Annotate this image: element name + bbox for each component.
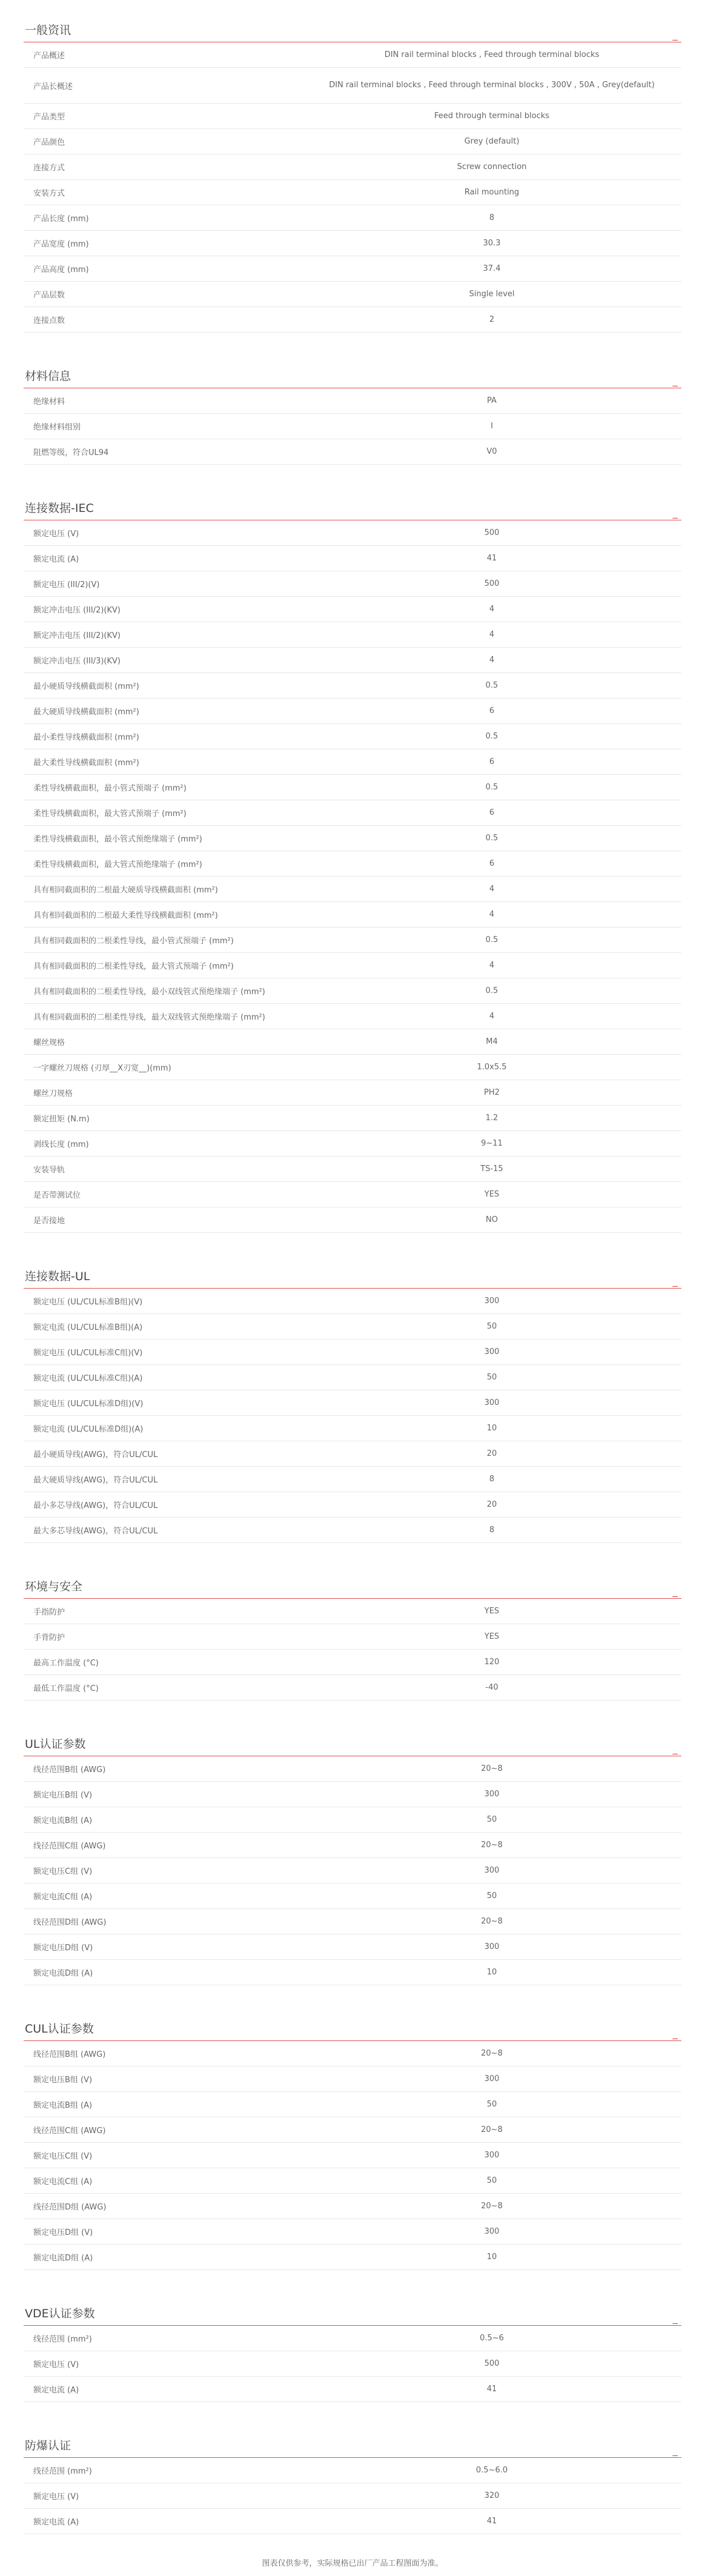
spec-value: PA xyxy=(487,396,497,405)
spec-row xyxy=(24,1416,681,1441)
spec-value: 1.0x5.5 xyxy=(477,1062,507,1072)
spec-label: 柔性导线横截面积，最小管式预端子 (mm²) xyxy=(33,784,187,793)
spec-row xyxy=(24,749,681,775)
spec-value: 0.5~6 xyxy=(480,2333,504,2343)
spec-row xyxy=(24,1157,681,1182)
spec-row xyxy=(24,2509,681,2534)
spec-value: 50 xyxy=(486,2099,497,2109)
spec-value: 300 xyxy=(484,1942,500,1951)
spec-value: 320 xyxy=(484,2491,500,2500)
section-header[interactable] xyxy=(24,1575,681,1599)
spec-row xyxy=(24,1467,681,1492)
spec-label: 柔性导线横截面积，最大管式预端子 (mm²) xyxy=(33,809,187,818)
spec-row xyxy=(24,877,681,902)
spec-value: 0.5 xyxy=(485,731,498,741)
spec-value: 4 xyxy=(489,604,495,614)
spec-label: 产品宽度 (mm) xyxy=(33,240,89,249)
spec-label: 额定电压D组 (V) xyxy=(33,2228,93,2237)
spec-label: 最大硬质导线(AWG)，符合UL/CUL xyxy=(33,1476,158,1485)
spec-row xyxy=(24,2092,681,2117)
spec-value: 4 xyxy=(489,655,495,665)
spec-label: 额定电压 (UL/CUL标准D组)(V) xyxy=(33,1399,144,1409)
spec-value: 300 xyxy=(484,2074,500,2083)
spec-label: 额定电流 (UL/CUL标准B组)(A) xyxy=(33,1323,143,1332)
spec-value: Rail mounting xyxy=(464,187,520,197)
spec-value: 6 xyxy=(489,808,495,817)
spec-label: 绝缘材料组别 xyxy=(33,423,81,432)
collapse-toggle-icon[interactable]: _ xyxy=(672,29,678,41)
spec-value: 300 xyxy=(484,1398,500,1407)
spec-label: 线径范围C组 (AWG) xyxy=(33,2126,106,2136)
spec-row xyxy=(24,231,681,256)
spec-table xyxy=(24,1599,681,1701)
spec-row xyxy=(24,978,681,1004)
spec-row xyxy=(24,775,681,800)
spec-label: 螺丝规格 xyxy=(33,1038,65,1047)
section-header[interactable] xyxy=(24,19,681,42)
spec-value: 500 xyxy=(484,528,500,537)
spec-value: 8 xyxy=(489,1474,495,1484)
spec-row xyxy=(24,1833,681,1858)
spec-row xyxy=(24,256,681,282)
spec-value: 37.4 xyxy=(483,264,501,273)
spec-label: 产品颜色 xyxy=(33,138,65,147)
spec-value: Feed through terminal blocks xyxy=(434,111,550,121)
spec-row xyxy=(24,2351,681,2377)
spec-value: YES xyxy=(484,1632,500,1641)
spec-table xyxy=(24,520,681,1233)
spec-label: 阻燃等级，符合UL94 xyxy=(33,448,109,457)
section-title: VDE认证参数 xyxy=(25,2307,95,2320)
spec-page xyxy=(24,0,681,2534)
spec-label: 线径范围B组 (AWG) xyxy=(33,2050,106,2059)
spec-row xyxy=(24,307,681,333)
spec-row xyxy=(24,546,681,571)
section-header[interactable] xyxy=(24,2434,681,2458)
spec-value: 300 xyxy=(484,2150,500,2160)
spec-row xyxy=(24,1960,681,1985)
collapse-toggle-icon[interactable]: _ xyxy=(672,1585,678,1598)
spec-label: 额定电流C组 (A) xyxy=(33,1893,93,1902)
spec-row xyxy=(24,1182,681,1207)
spec-label: 最小多芯导线(AWG)，符合UL/CUL xyxy=(33,1501,158,1510)
spec-value: 20~8 xyxy=(481,1916,503,1926)
spec-row xyxy=(24,2326,681,2351)
spec-value: 20~8 xyxy=(481,1840,503,1850)
collapse-toggle-icon[interactable]: _ xyxy=(672,1275,678,1287)
spec-value: 300 xyxy=(484,1865,500,1875)
section-title: UL认证参数 xyxy=(25,1738,86,1751)
spec-row xyxy=(24,68,681,104)
spec-label: 最低工作温度 (°C) xyxy=(33,1684,99,1693)
spec-row xyxy=(24,2143,681,2168)
spec-label: 是否接地 xyxy=(33,1217,65,1226)
spec-row xyxy=(24,1106,681,1131)
spec-row xyxy=(24,2483,681,2509)
spec-value: Screw connection xyxy=(457,162,527,171)
spec-label: 额定电流B组 (A) xyxy=(33,1816,93,1825)
section-header[interactable] xyxy=(24,1265,681,1289)
spec-row xyxy=(24,104,681,129)
spec-label: 线径范围 (mm²) xyxy=(33,2335,92,2344)
spec-value: 20~8 xyxy=(481,1764,503,1773)
spec-section xyxy=(24,365,681,465)
spec-label: 额定电压B组 (V) xyxy=(33,2076,93,2085)
spec-label: 具有相同截面积的二根柔性导线，最大双线管式预绝缘端子 (mm²) xyxy=(33,1013,265,1022)
spec-row xyxy=(24,1492,681,1518)
spec-row xyxy=(24,1858,681,1884)
spec-row xyxy=(24,699,681,724)
spec-value: I xyxy=(491,421,493,431)
spec-value: 20 xyxy=(486,1449,497,1458)
spec-label: 额定电流 (A) xyxy=(33,2518,79,2527)
section-title: 环境与安全 xyxy=(25,1580,83,1593)
spec-value: 0.5 xyxy=(485,935,498,944)
spec-label: 额定电流 (UL/CUL标准C组)(A) xyxy=(33,1374,143,1383)
spec-table xyxy=(24,2458,681,2534)
spec-table xyxy=(24,1756,681,1985)
spec-row xyxy=(24,851,681,877)
spec-value: 50 xyxy=(486,2176,497,2185)
spec-value: 30.3 xyxy=(483,238,501,248)
section-header[interactable] xyxy=(24,1733,681,1756)
spec-value: 50 xyxy=(486,1321,497,1331)
spec-label: 额定冲击电压 (III/2)(KV) xyxy=(33,631,121,640)
spec-value: 20~8 xyxy=(481,2201,503,2211)
spec-value: -40 xyxy=(485,1682,498,1692)
spec-label: 产品长度 (mm) xyxy=(33,214,89,224)
spec-row xyxy=(24,1207,681,1233)
spec-label: 最小柔性导线横截面积 (mm²) xyxy=(33,733,139,742)
spec-row xyxy=(24,597,681,622)
spec-row xyxy=(24,1055,681,1080)
spec-section xyxy=(24,2434,681,2534)
section-title: CUL认证参数 xyxy=(25,2022,94,2036)
spec-row xyxy=(24,673,681,699)
spec-table xyxy=(24,42,681,333)
spec-label: 额定电流B组 (A) xyxy=(33,2101,93,2110)
collapse-toggle-icon[interactable]: _ xyxy=(672,507,678,519)
spec-row xyxy=(24,953,681,978)
spec-label: 连接方式 xyxy=(33,164,65,173)
spec-label: 连接点数 xyxy=(33,316,65,325)
spec-value: 0.5~6.0 xyxy=(475,2465,508,2475)
spec-label: 最大柔性导线横截面积 (mm²) xyxy=(33,759,139,768)
spec-label: 产品概述 xyxy=(33,51,65,61)
spec-row xyxy=(24,1004,681,1029)
section-header[interactable] xyxy=(24,2017,681,2041)
spec-label: 额定电压 (V) xyxy=(33,529,79,539)
spec-row xyxy=(24,622,681,648)
spec-label: 额定电压 (III/2)(V) xyxy=(33,580,100,589)
spec-row xyxy=(24,2117,681,2143)
spec-section xyxy=(24,19,681,333)
spec-label: 具有相同截面积的二根最大柔性导线横截面积 (mm²) xyxy=(33,911,218,920)
spec-value: NO xyxy=(486,1215,498,1224)
spec-value: Grey (default) xyxy=(464,136,520,146)
spec-value: 50 xyxy=(486,1814,497,1824)
spec-value: 300 xyxy=(484,2226,500,2236)
spec-label: 具有相同截面积的二根柔性导线，最大管式预端子 (mm²) xyxy=(33,962,234,971)
collapse-toggle-icon[interactable]: _ xyxy=(672,2445,678,2457)
spec-row xyxy=(24,928,681,953)
spec-label: 额定电流 (A) xyxy=(33,555,79,564)
spec-row xyxy=(24,2168,681,2194)
spec-label: 额定电压C组 (V) xyxy=(33,2152,93,2161)
spec-value: DIN rail terminal blocks , Feed through terminal blocks xyxy=(384,50,600,59)
spec-value: 1.2 xyxy=(485,1113,498,1123)
spec-row xyxy=(24,180,681,205)
spec-value: 10 xyxy=(486,1423,497,1433)
spec-label: 安装方式 xyxy=(33,189,65,198)
spec-value: 2 xyxy=(489,314,495,324)
spec-section xyxy=(24,2302,681,2402)
section-header[interactable] xyxy=(24,2302,681,2326)
spec-label: 产品长概述 xyxy=(33,82,73,91)
spec-label: 具有相同截面积的二根柔性导线，最小双线管式预绝缘端子 (mm²) xyxy=(33,988,265,997)
spec-row xyxy=(24,388,681,414)
spec-row xyxy=(24,1339,681,1365)
spec-row xyxy=(24,154,681,180)
spec-label: 产品类型 xyxy=(33,113,65,122)
spec-row xyxy=(24,205,681,231)
spec-row xyxy=(24,2041,681,2066)
spec-value: 4 xyxy=(489,960,495,970)
spec-row xyxy=(24,520,681,546)
spec-label: 具有相同截面积的二根柔性导线，最小管式预端子 (mm²) xyxy=(33,937,234,946)
spec-row xyxy=(24,1756,681,1782)
spec-label: 额定电压C组 (V) xyxy=(33,1867,93,1876)
spec-row xyxy=(24,902,681,928)
spec-label: 线径范围D组 (AWG) xyxy=(33,1918,107,1927)
spec-row xyxy=(24,414,681,439)
spec-row xyxy=(24,800,681,826)
section-title: 一般资讯 xyxy=(25,24,71,37)
spec-row xyxy=(24,571,681,597)
spec-label: 额定电压 (UL/CUL标准C组)(V) xyxy=(33,1349,143,1358)
spec-row xyxy=(24,826,681,851)
section-header[interactable] xyxy=(24,497,681,520)
spec-label: 额定电流D组 (A) xyxy=(33,2254,93,2263)
spec-value: 300 xyxy=(484,1296,500,1306)
spec-value: 0.5 xyxy=(485,782,498,792)
spec-section xyxy=(24,2017,681,2270)
spec-value: 41 xyxy=(486,553,497,563)
spec-value: 4 xyxy=(489,884,495,894)
spec-row xyxy=(24,1314,681,1339)
spec-value: YES xyxy=(484,1189,500,1199)
spec-value: 9~11 xyxy=(481,1138,503,1148)
spec-table xyxy=(24,388,681,465)
spec-value: 10 xyxy=(486,1967,497,1977)
spec-row xyxy=(24,648,681,673)
spec-value: 6 xyxy=(489,858,495,868)
spec-label: 产品高度 (mm) xyxy=(33,265,89,274)
spec-value: 6 xyxy=(489,757,495,766)
spec-label: 手指防护 xyxy=(33,1608,65,1617)
spec-value: 120 xyxy=(484,1657,500,1667)
spec-row xyxy=(24,1599,681,1624)
spec-label: 最小硬质导线(AWG)，符合UL/CUL xyxy=(33,1450,158,1459)
spec-value: M4 xyxy=(486,1037,498,1046)
spec-value: 50 xyxy=(486,1372,497,1382)
spec-value: YES xyxy=(484,1606,500,1616)
spec-label: 额定电流 (A) xyxy=(33,2386,79,2395)
collapse-toggle-icon[interactable]: _ xyxy=(672,1743,678,1755)
spec-row xyxy=(24,1289,681,1314)
collapse-toggle-icon[interactable]: _ xyxy=(672,375,678,387)
spec-row xyxy=(24,2194,681,2219)
spec-value: 500 xyxy=(484,2359,500,2368)
spec-row xyxy=(24,724,681,749)
spec-row xyxy=(24,1675,681,1701)
spec-row xyxy=(24,2458,681,2483)
spec-row xyxy=(24,439,681,465)
spec-row xyxy=(24,2219,681,2245)
section-header[interactable] xyxy=(24,365,681,388)
spec-label: 额定冲击电压 (III/3)(KV) xyxy=(33,657,121,666)
spec-value: 50 xyxy=(486,1891,497,1900)
spec-value: 0.5 xyxy=(485,680,498,690)
spec-value: PH2 xyxy=(484,1087,500,1097)
spec-label: 线径范围C组 (AWG) xyxy=(33,1842,106,1851)
spec-row xyxy=(24,1650,681,1675)
spec-value: 4 xyxy=(489,629,495,639)
spec-value: 300 xyxy=(484,1789,500,1799)
spec-row xyxy=(24,129,681,154)
spec-table xyxy=(24,1289,681,1543)
spec-value: 4 xyxy=(489,1011,495,1021)
spec-label: 最小硬质导线横截面积 (mm²) xyxy=(33,682,139,691)
section-title: 连接数据-IEC xyxy=(25,502,94,515)
spec-value: Single level xyxy=(469,289,515,299)
spec-label: 线径范围D组 (AWG) xyxy=(33,2203,107,2212)
spec-row xyxy=(24,1080,681,1106)
spec-label: 最大多芯导线(AWG)，符合UL/CUL xyxy=(33,1527,158,1536)
spec-row xyxy=(24,42,681,68)
disclaimer-text: 图表仅供参考，实际规格已出厂产品工程图面为准。 xyxy=(262,2559,443,2568)
spec-label: 是否带测试位 xyxy=(33,1191,81,1200)
spec-row xyxy=(24,1807,681,1833)
spec-label: 安装导轨 xyxy=(33,1166,65,1175)
spec-label: 额定电流C组 (A) xyxy=(33,2177,93,2186)
spec-row xyxy=(24,1624,681,1650)
spec-row xyxy=(24,1029,681,1055)
spec-label: 线径范围 (mm²) xyxy=(33,2467,92,2476)
spec-row xyxy=(24,1365,681,1390)
spec-label: 额定电压 (V) xyxy=(33,2492,79,2501)
spec-label: 额定电流 (UL/CUL标准D组)(A) xyxy=(33,1425,144,1434)
spec-value: 10 xyxy=(486,2252,497,2262)
spec-label: 额定电压B组 (V) xyxy=(33,1791,93,1800)
spec-label: 额定电压 (V) xyxy=(33,2360,79,2369)
spec-label: 绝缘材料 xyxy=(33,397,65,407)
spec-row xyxy=(24,1909,681,1934)
spec-value: 8 xyxy=(489,1525,495,1535)
spec-value: V0 xyxy=(486,446,497,456)
spec-row xyxy=(24,1441,681,1467)
spec-label: 柔性导线横截面积，最小管式预绝缘端子 (mm²) xyxy=(33,835,202,844)
spec-row xyxy=(24,1131,681,1157)
spec-value: TS-15 xyxy=(480,1164,503,1173)
spec-label: 最大硬质导线横截面积 (mm²) xyxy=(33,708,139,717)
spec-row xyxy=(24,2377,681,2402)
spec-label: 最高工作温度 (°C) xyxy=(33,1659,99,1668)
spec-label: 额定电流D组 (A) xyxy=(33,1969,93,1978)
spec-section xyxy=(24,1575,681,1701)
spec-value: 0.5 xyxy=(485,833,498,843)
spec-value: 4 xyxy=(489,909,495,919)
spec-label: 额定电压 (UL/CUL标准B组)(V) xyxy=(33,1298,143,1307)
spec-section xyxy=(24,1265,681,1543)
spec-label: 手背防护 xyxy=(33,1633,65,1642)
section-title: 材料信息 xyxy=(25,370,71,383)
spec-value: 500 xyxy=(484,579,500,588)
spec-row xyxy=(24,2066,681,2092)
spec-table xyxy=(24,2041,681,2270)
spec-section xyxy=(24,1733,681,1985)
spec-value: 20 xyxy=(486,1499,497,1509)
spec-label: 线径范围B组 (AWG) xyxy=(33,1765,106,1774)
collapse-toggle-icon[interactable]: _ xyxy=(672,2028,678,2040)
spec-row xyxy=(24,1934,681,1960)
spec-value: 6 xyxy=(489,706,495,715)
spec-label: 产品层数 xyxy=(33,291,65,300)
section-title: 防爆认证 xyxy=(25,2439,71,2452)
spec-value: DIN rail terminal blocks , Feed through terminal blocks , 300V , 50A , Grey(default) xyxy=(329,81,655,90)
collapse-toggle-icon[interactable]: _ xyxy=(672,2312,678,2325)
spec-value: 20~8 xyxy=(481,2125,503,2134)
spec-row xyxy=(24,1390,681,1416)
spec-value: 20~8 xyxy=(481,2048,503,2058)
spec-value: 0.5 xyxy=(485,986,498,995)
spec-label: 具有相同截面积的二根最大硬质导线横截面积 (mm²) xyxy=(33,886,218,895)
spec-row xyxy=(24,1884,681,1909)
spec-table xyxy=(24,2326,681,2402)
spec-label: 额定电压D组 (V) xyxy=(33,1944,93,1953)
spec-label: 螺丝刀规格 xyxy=(33,1089,73,1098)
spec-label: 剥线长度 (mm) xyxy=(33,1140,89,1149)
spec-row xyxy=(24,1518,681,1543)
spec-value: 41 xyxy=(486,2384,497,2394)
spec-label: 柔性导线横截面积，最大管式预绝缘端子 (mm²) xyxy=(33,860,202,869)
spec-label: 额定扭矩 (N.m) xyxy=(33,1115,90,1124)
section-title: 连接数据-UL xyxy=(25,1270,90,1283)
spec-label: 一字螺丝刀规格 (刃厚__X刃宽__)(mm) xyxy=(33,1064,171,1073)
spec-row xyxy=(24,282,681,307)
spec-value: 300 xyxy=(484,1347,500,1356)
spec-section xyxy=(24,497,681,1233)
spec-value: 41 xyxy=(486,2516,497,2526)
spec-row xyxy=(24,2245,681,2270)
spec-row xyxy=(24,1782,681,1807)
spec-label: 额定冲击电压 (III/2)(KV) xyxy=(33,606,121,615)
spec-value: 8 xyxy=(489,213,495,222)
